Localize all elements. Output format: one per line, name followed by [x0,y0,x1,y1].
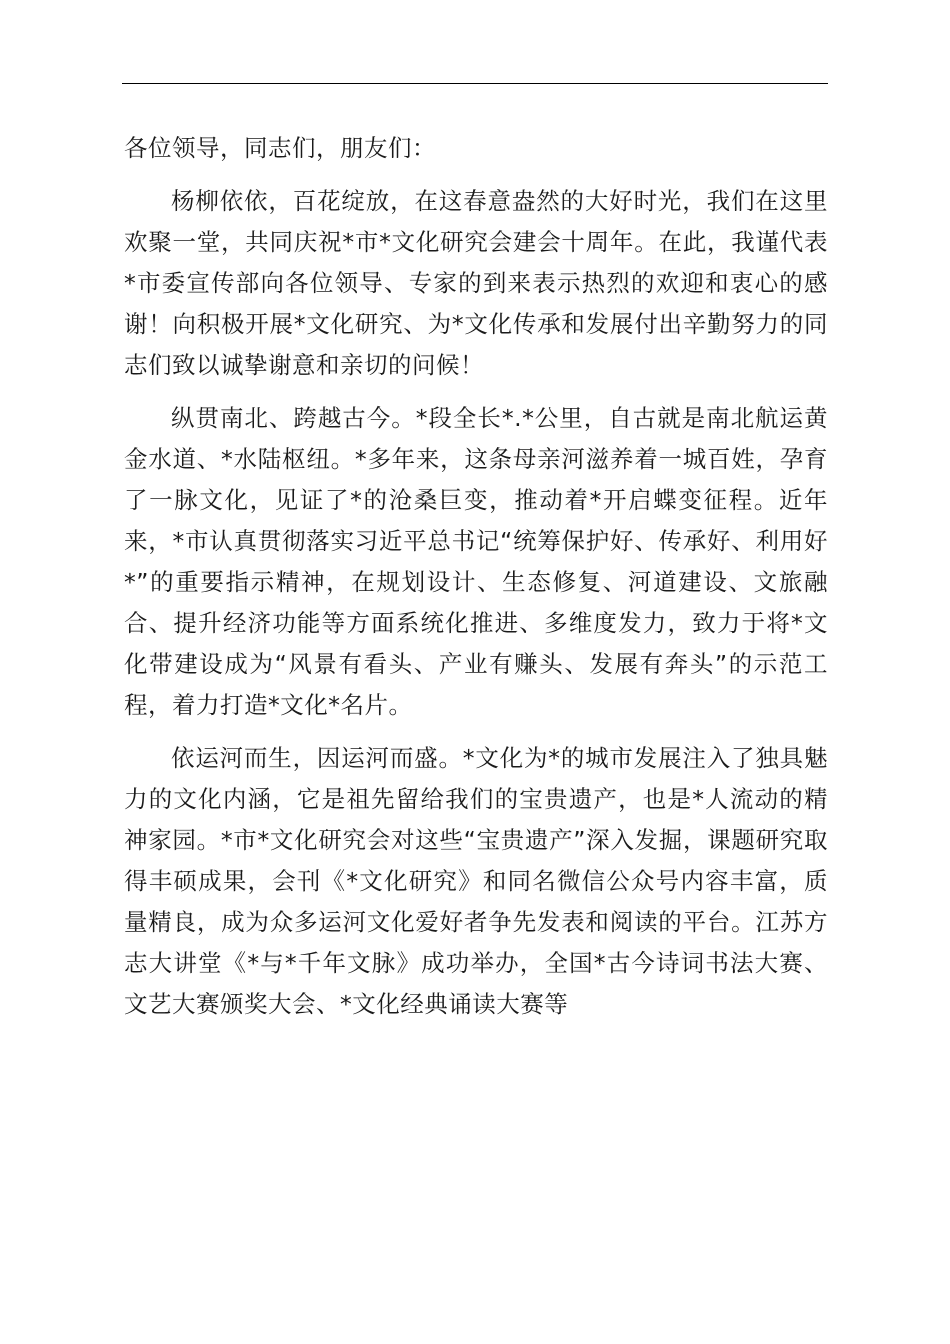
paragraph-3: 依运河而生，因运河而盛。*文化为*的城市发展注入了独具魅力的文化内涵，它是祖先留给我们的宝贵遗产，也是*人流动的精神家园。*市*文化研究会对这些“宝贵遗产”深入发掘，课题研究取得丰硕成果，会刊《*文化研究》和同名微信公众号内容丰富，质量精良，成为众多运河文化爱好者争先发表和阅读的平台。江苏方志大讲堂《*与*千年文脉》成功举办，全国*古今诗词书法大赛、文艺大赛颁奖大会、*文化经典诵读大赛等 [124,744,828,1018]
paragraph-2: 纵贯南北、跨越古今。*段全长*.*公里，自古就是南北航运黄金水道、*水陆枢纽。*多年来，这条母亲河滋养着一城百姓，孕育了一脉文化，见证了*的沧桑巨变，推动着*开启蝶变征程。近年来，*市认真贯彻落实习近平总书记“统筹保护好、传承好、利用好*”的重要指示精神，在规划设计、生态修复、河道建设、文旅融合、提升经济功能等方面系统化推进、多维度发力，致力于将*文化带建设成为“风景有看头、产业有赚头、发展有奔头”的示范工程，着力打造*文化*名片。 [124,404,828,719]
greeting: 各位领导，同志们，朋友们： [124,134,436,162]
header-rule [122,83,828,84]
document-body [124,128,828,1037]
paragraph-1: 杨柳依依，百花绽放，在这春意盎然的大好时光，我们在这里欢聚一堂，共同庆祝*市*文化研究会建会十周年。在此，我谨代表*市委宣传部向各位领导、专家的到来表示热烈的欢迎和衷心的感谢！向积极开展*文化研究、为*文化传承和发展付出辛勤努力的同志们致以诚挚谢意和亲切的问候！ [124,187,828,379]
